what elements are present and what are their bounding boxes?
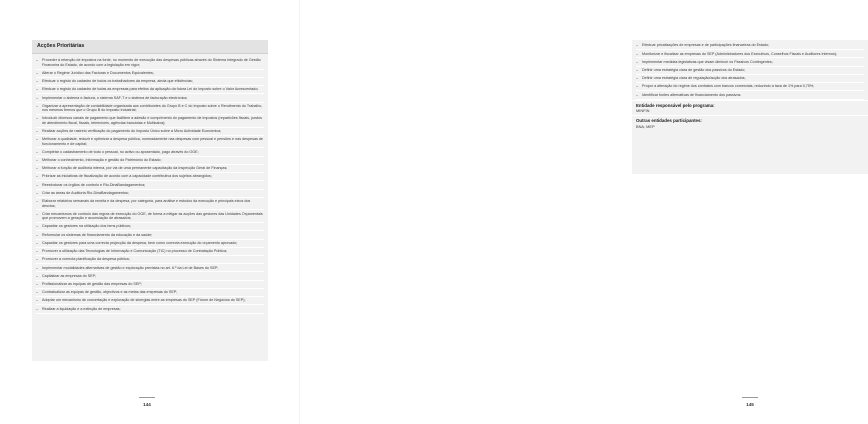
bullet-dash: – [636,59,639,64]
bullet-dash: – [36,166,39,171]
bullet-dash: – [36,199,39,204]
action-item [36,231,264,239]
bullet-dash: – [36,149,39,154]
action-item-text: Efectuar o registo do cadastro de todas as empresas para efeitos da aplicação da futura Lei do Imposto sobre o Valor Acrescentado; [42,87,259,92]
action-item-text: Criar as áreas de Auditoria Rio-DinaBandagamentos; [42,190,129,195]
action-item [36,289,264,297]
responsible-entity-block [632,100,868,116]
responsible-entity-title: Entidade responsável pelo programa: [636,102,715,108]
action-item [36,115,264,128]
action-item-text: Proceder à retenção de impostos na fonte, no momento de execução das despesas públicas através do Sistema Integrado de Gestão Financeira do Estado, de acordo com a legislação em vigor; [42,58,261,67]
priority-actions-list [32,54,268,314]
action-item-text: Reestruturar os órgãos de controlo e Rio-DinaBandagamentos; [42,182,146,187]
action-item-text: Capitalizar as empresas do SEP; [42,273,97,278]
bullet-dash: – [36,211,39,216]
bullet-dash: – [636,76,639,81]
bullet-dash: – [36,298,39,303]
action-item-text: Reformular os sistemas de financiamento da educação e da saúde; [42,232,153,237]
action-item [36,198,264,211]
page-number-rule [139,397,155,398]
bullet-dash: – [36,182,39,187]
action-item-text: Implementar modalidades alternativas de gestão e exploração previstas no art. 6.º da Lei de Bases do SEP; [42,265,219,270]
action-item-text: Identificar fontes alternativas de financiamento dos passivos. [642,92,742,97]
action-item-text: Contratualizar as equipas de gestão, objectivos e as metas das empresas do SEP; [42,290,178,295]
action-item [36,57,264,70]
action-item-text: Propor a alteração do regime dos contratos com bancos comerciais, reduzindo a taxa de 1% para 0,75%; [642,84,815,89]
action-item-text: Introduzir diversos canais de pagamento que facilitem a adesão e cumprimento do pagamento de impostos (reparticões fiscais, postos de atendimento fiscal, fiscais, telemóveis, agências bancárias e Multicaixa); [42,116,262,125]
action-item-text: Organizar a apresentação de contabilidade organizada aos contribuintes do Grupo B e C do Imposto sobre o Rendimento do Trabalho, nos mesmos termos que o Grupo B do Imposto Industrial; [42,103,263,113]
action-item-text: Promover a utilização das Tecnologias de Informação e Comunicação (TIC) no processo de Contratação Pública; [42,249,228,254]
action-item [36,103,264,116]
page-number: 144 [143,402,151,407]
action-item [36,181,264,189]
action-item [36,305,264,313]
action-item [36,272,264,280]
bullet-dash: – [36,240,39,245]
action-item [36,86,264,94]
action-item [36,223,264,231]
bullet-dash: – [36,158,39,163]
action-item [36,240,264,248]
action-item [36,70,264,78]
bullet-dash: – [36,58,39,63]
action-item-text: Realizar a liquidação e a extinção de empresas; [42,306,121,311]
action-item-text: Definir uma estratégia clara de gestão dos passivos do Estado; [642,68,746,72]
action-item-text: Melhorar a função de auditoria interna, por via de uma permanente capacitação da Inspecção Geral de Finanças; [42,166,228,171]
action-item [36,157,264,165]
bullet-dash: – [36,70,39,75]
action-item-text: Efectuar privatizações de empresas e de participações financeiras do Estado; [642,43,770,48]
action-item-text: Efectuar o registo do cadastro de todos os trabalhadores da empresa, ainda que eficiências; [42,79,193,84]
bullet-dash: – [36,232,39,237]
responsible-entity-value: MINFIN [636,108,650,114]
page-number: 145 [746,402,754,407]
action-item [636,42,864,50]
bullet-dash: – [36,306,39,311]
action-item-text: Adoptar um mecanismo de concertação e exploração de sinergias entre as empresas do SEP (Fórum de Negócios do SEP); [42,298,246,303]
priority-actions-table [32,40,268,361]
action-item-text: Monitorizar e fiscalizar as empresas do SEP (Administradores dos Executivos, Conselhos Fiscais e Auditores Internos); [642,51,838,56]
action-item [36,136,264,149]
action-item [636,91,864,99]
bullet-dash: – [36,224,39,229]
participating-entities-title: Outras entidades participantes: [636,118,702,124]
action-item-text: Alterar o Regime Jurídico das Facturas e Documentos Equivalentes; [42,70,154,75]
action-item-text: Capacitar os gestores na utilização dos bens públicos; [42,224,131,229]
action-item [36,210,264,223]
action-item-text: Capacitar os gestores para uma correcta projecção da despesa, bem como correcta execução do orçamento aprovado; [42,240,238,245]
action-item-text: Priorizar as iniciativas de fiscalização de acordo com a capacidade contributiva dos sujeitos abrangidos; [42,174,212,179]
bullet-dash: – [36,265,39,270]
action-item [36,264,264,272]
action-item [36,281,264,289]
action-item [636,50,864,58]
table-header [32,40,268,54]
priority-actions-list-continued [632,40,868,100]
action-item-text: Completar o cadastramento de todo o pessoal, no activo ou aposentado, pago através do OGE; [42,149,199,154]
action-item [636,83,864,91]
action-item-text: Definir uma estratégia clara de regulação/acção dos atrasados; [642,76,746,81]
action-item [36,297,264,305]
bullet-dash: – [636,68,639,72]
bullet-dash: – [36,95,39,100]
bullet-dash: – [36,87,39,92]
bullet-dash: – [636,92,639,97]
action-item [36,173,264,181]
action-item [36,165,264,173]
bullet-dash: – [36,137,39,142]
action-item [36,248,264,256]
bullet-dash: – [36,273,39,278]
action-item [636,67,864,75]
action-item-text: Promover a correcta planificação da despesa pública; [42,257,130,262]
action-item [636,75,864,83]
bullet-dash: – [636,51,639,56]
action-item [636,58,864,66]
bullet-dash: – [36,257,39,262]
bullet-dash: – [36,190,39,195]
action-item-text: Elaborar relatórios semanais da receita e da despesa, por categoria, para análise e estudos da execução e principais eixos dos desvios; [42,199,251,208]
action-item [36,78,264,86]
action-item-text: Realizar acções de rastreio verificação do pagamento do Imposto Único sobre a Micro Actividade Económica; [42,128,222,133]
action-item-text: Implementar medidas legislativas que visam diminuir os Passivos Contingentes; [642,59,773,64]
action-item-text: Criar mecanismos de controlo das regras de execução do OGE, de forma a mitigar as acções das gestores das Unidades Orçamentais que promovem a geração e acumulação de atrasados; [42,211,263,221]
left-page [0,0,300,424]
priority-actions-table-continued [632,40,868,174]
action-item-text: Profissionalizar as equipas de gestão das empresas do SEP; [42,281,142,286]
bullet-dash: – [36,116,39,121]
page-number-rule [742,397,758,398]
action-item-text: Implementar o sistema e-factura, o sistema SAF-T e o sistema de facturação electrónica; [42,95,188,100]
action-item [36,256,264,264]
participating-entities-block [632,115,868,131]
bullet-dash: – [36,128,39,133]
action-item [36,190,264,198]
action-item [36,94,264,102]
bullet-dash: – [36,281,39,286]
section-title: Acções Prioritárias [37,43,85,49]
bullet-dash: – [636,43,639,48]
bullet-dash: – [36,103,39,108]
bullet-dash: – [36,174,39,179]
action-item-text: Melhorar o conhecimento, informação e gestão do Património do Estado; [42,158,162,163]
action-item [36,148,264,156]
right-page [300,0,838,424]
bullet-dash: – [36,290,39,295]
bullet-dash: – [36,249,39,254]
action-item-text: Melhorar a qualidade, reduzir e optimizar a despesa pública, nomeadamente nas despesas com pessoal e pensões e nas despesas de funcionamento e de capital; [42,137,263,146]
action-item [36,128,264,136]
participating-entities-value: BNA; MEP [636,123,655,129]
bullet-dash: – [36,79,39,84]
bullet-dash: – [636,84,639,89]
